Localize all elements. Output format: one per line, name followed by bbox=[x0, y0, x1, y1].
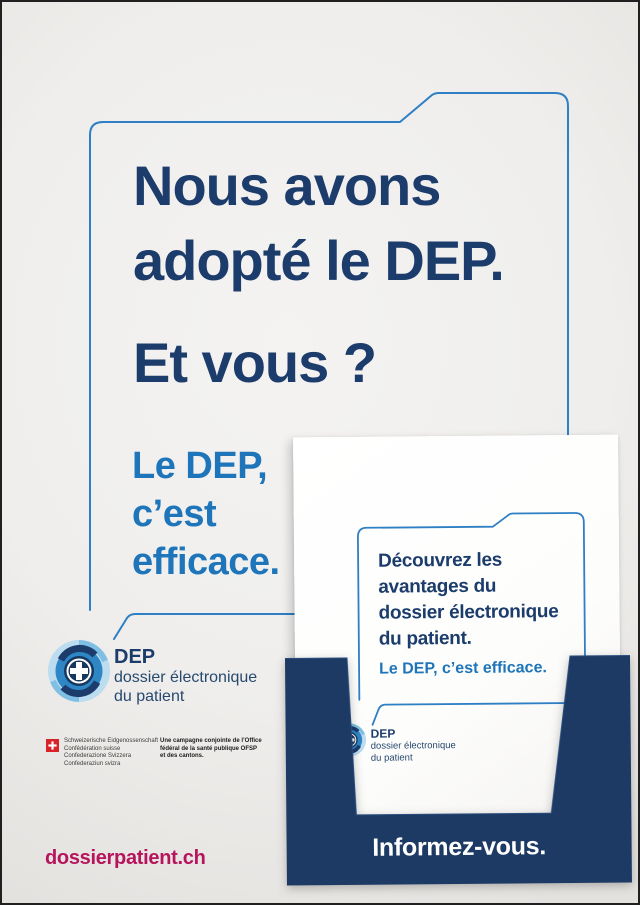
flyer-headline-line2: avantages du bbox=[378, 575, 497, 598]
dep-logo-sub2: du patient bbox=[114, 688, 185, 705]
poster-subline bbox=[132, 442, 280, 586]
flyer-holder-photo bbox=[283, 431, 632, 889]
dep-logo-icon bbox=[47, 639, 111, 703]
poster-subline-line2: c’est bbox=[132, 493, 217, 535]
campaign-line1: Une campagne conjointe de l’Office bbox=[160, 738, 262, 744]
poster-headline-question: Et vous ? bbox=[133, 331, 377, 394]
dep-logo-sub1: dossier électronique bbox=[114, 669, 258, 686]
dep-logo bbox=[47, 639, 277, 709]
flyer-dep-logo-sub2: du patient bbox=[370, 752, 413, 764]
campaign-line2: fédéral de la santé publique OFSP bbox=[160, 745, 258, 752]
campaign-credit-text bbox=[160, 738, 262, 761]
flyer-headline-line4: du patient. bbox=[378, 627, 472, 650]
campaign-line3: et des cantons. bbox=[160, 753, 204, 760]
flyer-tagline: Le DEP, c’est efficace. bbox=[379, 659, 547, 678]
website-link[interactable]: dossierpatient.ch bbox=[45, 847, 206, 869]
swiss-flag-icon bbox=[46, 739, 59, 752]
confederation-line4: Confederaziun svizra bbox=[64, 760, 121, 767]
poster-subline-line3: efficace. bbox=[132, 541, 280, 583]
holder-label: Informez-vous. bbox=[372, 832, 547, 862]
poster-headline-line1: Nous avons bbox=[133, 154, 441, 217]
flyer-dep-logo-name: DEP bbox=[370, 726, 396, 741]
confederation-line2: Confédération suisse bbox=[64, 745, 121, 752]
confederation-line3: Confederazione Svizzera bbox=[64, 753, 132, 760]
flyer-holder-box bbox=[283, 431, 632, 889]
flyer-headline-line1: Découvrez les bbox=[378, 549, 503, 572]
poster-subline-line1: Le DEP, bbox=[132, 445, 268, 487]
confederation-text bbox=[64, 738, 158, 768]
confederation-line1: Schweizerische Eidgenossenschaft bbox=[64, 738, 159, 744]
dep-logo-name: DEP bbox=[114, 646, 156, 668]
flyer-dep-logo-sub1: dossier électronique bbox=[370, 740, 456, 752]
poster-headline-line2: adopté le DEP. bbox=[133, 229, 504, 292]
flyer-headline-line3: dossier électronique bbox=[378, 601, 559, 624]
